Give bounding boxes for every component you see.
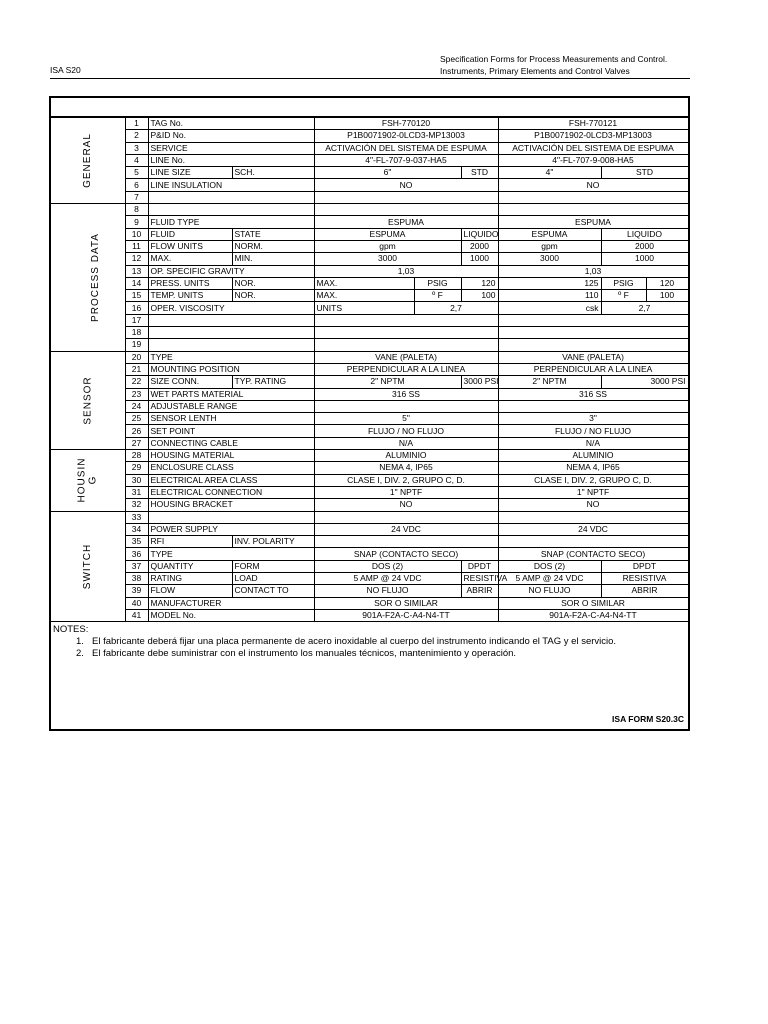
table-row: 22 SIZE CONN. TYP. RATING 2" NPTM 3000 PSI 2" NPTM 3000 PSI: [51, 376, 688, 388]
table-row: 21 MOUNTING POSITION PERPENDICULAR A LA LINEA PERPENDICULAR A LA LINEA: [51, 363, 688, 375]
section-process-data: PROCESS DATA: [51, 204, 125, 352]
section-switch: SWITCH: [51, 511, 125, 622]
section-sensor: SENSOR: [51, 351, 125, 449]
table-row: 18: [51, 327, 688, 339]
table-row: 14 PRESS. UNITS NOR. MAX. PSIG 120 125 PSIG 120: [51, 277, 688, 289]
table-row: 12 MAX. MIN. 3000 1000 3000 1000: [51, 253, 688, 265]
table-row: 24 ADJUSTABLE RANGE: [51, 400, 688, 412]
table-row: 38 RATING LOAD 5 AMP @ 24 VDC RESISTIVA 5 AMP @ 24 VDC RESISTIVA: [51, 572, 688, 584]
note-number: 2.: [76, 648, 84, 659]
section-housing: HOUSIN G: [51, 450, 125, 511]
table-row: 2 P&ID No. P1B0071902-0LCD3-MP13003 P1B0071902-0LCD3-MP13003: [51, 130, 688, 142]
note-text: El fabricante debe suministrar con el instrumento los manuales técnicos, mantenimiento y operación.: [92, 648, 517, 659]
table-row: 4 LINE No. 4"-FL-707-9-037-HA5 4"-FL-707-9-008-HA5: [51, 154, 688, 166]
note-number: 1.: [76, 636, 84, 647]
table-row: PROCESS DATA 8: [51, 204, 688, 216]
section-general: GENERAL: [51, 118, 125, 204]
table-row: 37 QUANTITY FORM DOS (2) DPDT DOS (2) DPDT: [51, 560, 688, 572]
form-title-band: [51, 98, 688, 117]
header-divider: [50, 78, 690, 79]
notes-section: [53, 624, 616, 660]
table-row: 11 FLOW UNITS NORM. gpm 2000 gpm 2000: [51, 240, 688, 252]
table-row: 23 WET PARTS MATERIAL 316 SS 316 SS: [51, 388, 688, 400]
table-row: 3 SERVICE ACTIVACIÓN DEL SISTEMA DE ESPUMA ACTIVACIÓN DEL SISTEMA DE ESPUMA: [51, 142, 688, 154]
spec-table: [51, 117, 689, 622]
table-row: 36 TYPE SNAP (CONTACTO SECO) SNAP (CONTACTO SECO): [51, 548, 688, 560]
table-row: 5 LINE SIZE SCH. 6" STD 4" STD: [51, 167, 688, 179]
note-text: El fabricante deberá fijar una placa permanente de acero inoxidable al cuerpo del instrumento indicando el TAG y el servicio.: [92, 636, 617, 647]
table-row: SENSOR 20 TYPE VANE (PALETA) VANE (PALETA): [51, 351, 688, 363]
table-row: 39 FLOW CONTACT TO NO FLUJO ABRIR NO FLUJO ABRIR: [51, 585, 688, 597]
table-row: 26 SET POINT FLUJO / NO FLUJO FLUJO / NO FLUJO: [51, 425, 688, 437]
note-item: [53, 648, 616, 660]
table-row: 19: [51, 339, 688, 351]
table-row: 16 OPER. VISCOSITY UNITS 2,7 csk 2,7: [51, 302, 688, 314]
table-row: 32 HOUSING BRACKET NO NO: [51, 499, 688, 511]
table-row: 35 RFI INV. POLARITY: [51, 536, 688, 548]
table-row: 31 ELECTRICAL CONNECTION 1" NPTF 1" NPTF: [51, 486, 688, 498]
table-row: 15 TEMP. UNITS NOR. MAX. º F 100 110 º F 100: [51, 290, 688, 302]
table-row: 10 FLUID STATE ESPUMA LIQUIDO ESPUMA LIQUIDO: [51, 228, 688, 240]
table-row: 34 POWER SUPPLY 24 VDC 24 VDC: [51, 523, 688, 535]
table-row: GENERAL 1 TAG No. FSH-770120 FSH-770121: [51, 118, 688, 130]
header-spec-line2: Instruments, Primary Elements and Control Valves: [440, 66, 630, 76]
header-isa-code: ISA S20: [50, 65, 81, 75]
table-row: 6 LINE INSULATION NO NO: [51, 179, 688, 191]
table-row: 7: [51, 191, 688, 203]
notes-title: NOTES:: [53, 624, 89, 635]
table-row: 27 CONNECTING CABLE N/A N/A: [51, 437, 688, 449]
note-item: [53, 636, 616, 648]
table-row: 29 ENCLOSURE CLASS NEMA 4, IP65 NEMA 4, IP65: [51, 462, 688, 474]
table-row: 41 MODEL No. 901A-F2A-C-A4-N4-TT 901A-F2A-C-A4-N4-TT: [51, 609, 688, 621]
form-id: ISA FORM S20.3C: [612, 714, 684, 724]
table-row: 25 SENSOR LENTH 5" 3": [51, 413, 688, 425]
table-row: 9 FLUID TYPE ESPUMA ESPUMA: [51, 216, 688, 228]
table-row: 40 MANUFACTURER SOR O SIMILAR SOR O SIMILAR: [51, 597, 688, 609]
table-row: HOUSIN G 28 HOUSING MATERIAL ALUMINIO ALUMINIO: [51, 450, 688, 462]
header-spec-title: [440, 53, 667, 77]
table-row: SWITCH 33: [51, 511, 688, 523]
table-row: 30 ELECTRICAL AREA CLASS CLASE I, DIV. 2, GRUPO C, D. CLASE I, DIV. 2, GRUPO C, D.: [51, 474, 688, 486]
table-row: 17: [51, 314, 688, 326]
header-spec-line1: Specification Forms for Process Measurements and Control.: [440, 54, 668, 64]
table-row: 13 OP. SPECIFIC GRAVITY 1,03 1,03: [51, 265, 688, 277]
